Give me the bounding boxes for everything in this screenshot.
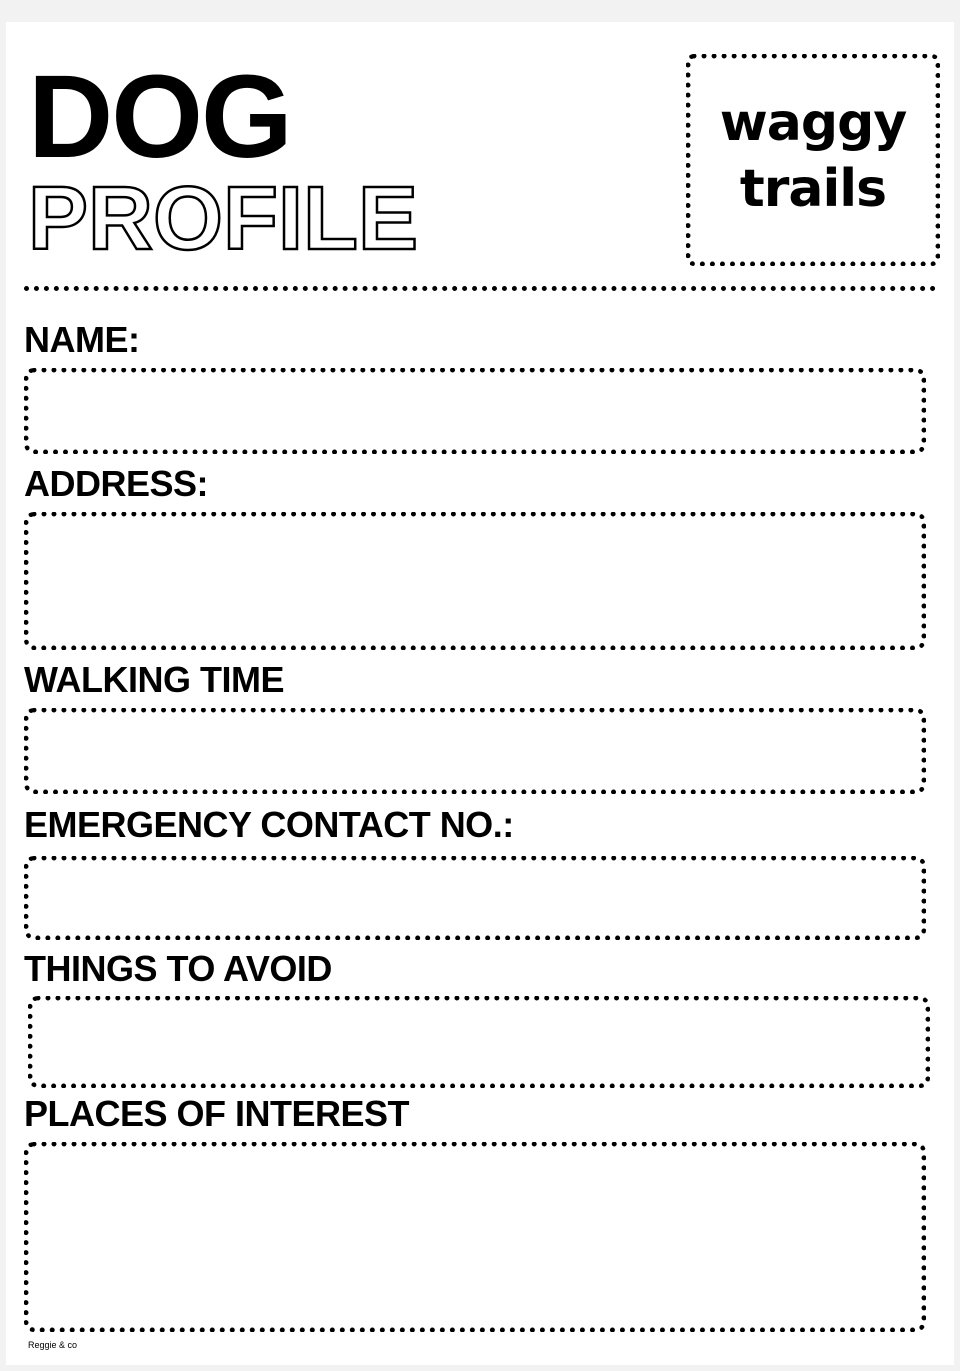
- title-dog: DOG: [28, 51, 291, 183]
- emergency-contact-field[interactable]: [24, 856, 926, 940]
- places-of-interest-label: PLACES OF INTEREST: [24, 1093, 410, 1134]
- name-label: NAME:: [24, 319, 140, 360]
- logo-text-line2: trails: [739, 159, 887, 219]
- things-to-avoid-field[interactable]: [28, 996, 930, 1088]
- walking-time-label: WALKING TIME: [24, 659, 284, 700]
- header-divider: [24, 286, 936, 291]
- walking-time-field[interactable]: [24, 708, 926, 794]
- logo-text-line1: waggy: [719, 93, 907, 153]
- address-field[interactable]: [24, 512, 926, 650]
- profile-sheet: [6, 22, 954, 1365]
- name-field[interactable]: [24, 368, 926, 454]
- things-to-avoid-label: THINGS TO AVOID: [24, 948, 332, 989]
- brand-logo: [686, 54, 940, 266]
- address-label: ADDRESS:: [24, 463, 209, 504]
- title-profile: PROFILE: [28, 169, 419, 269]
- places-of-interest-field[interactable]: [24, 1142, 926, 1332]
- emergency-contact-label: EMERGENCY CONTACT NO.:: [24, 804, 514, 845]
- footer-credit: Reggie & co: [28, 1340, 78, 1350]
